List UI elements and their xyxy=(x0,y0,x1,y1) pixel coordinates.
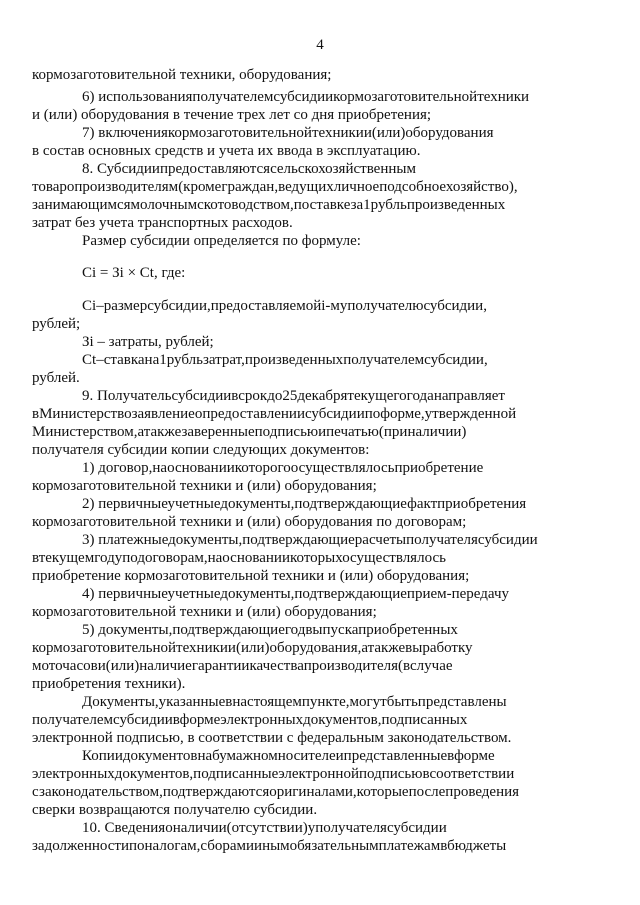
line-text xyxy=(32,639,552,657)
word: году xyxy=(94,550,123,566)
word: сверки возвращаются получателю субсидии. xyxy=(32,802,318,818)
word: пункте, xyxy=(301,694,350,710)
word: иным xyxy=(254,838,290,854)
word: документов, xyxy=(114,766,194,782)
word: техники xyxy=(176,640,228,656)
text-line xyxy=(0,603,640,621)
text-line xyxy=(0,315,640,333)
word: кормозаготовительной техники и (или) оборудования; xyxy=(32,478,377,494)
word: в xyxy=(422,766,430,782)
word: 7) включения xyxy=(82,125,168,141)
text-line xyxy=(0,66,640,84)
word: Министерство xyxy=(39,406,132,422)
word: утвержденной xyxy=(424,406,517,422)
word: Сt xyxy=(82,352,97,368)
word: представлены xyxy=(417,694,507,710)
word: соответствии xyxy=(429,766,515,782)
word: бумажном xyxy=(212,748,278,764)
line-text xyxy=(32,369,552,387)
word: Копии xyxy=(82,748,123,764)
word: могут xyxy=(349,694,387,710)
word: выпуска xyxy=(305,622,359,638)
word: документы, xyxy=(168,532,243,548)
word: 1 xyxy=(363,197,371,213)
word: 10. Сведения xyxy=(82,820,166,836)
word: с xyxy=(32,784,40,800)
word: молочным xyxy=(130,197,198,213)
word: субсидии xyxy=(477,532,538,548)
word: осуществлялось xyxy=(290,460,395,476)
word: получателя xyxy=(315,820,387,836)
text-line xyxy=(0,693,640,711)
text-line xyxy=(0,387,640,405)
text-line xyxy=(0,232,640,250)
line-text xyxy=(82,459,552,477)
word: оборудования xyxy=(405,125,494,141)
word: сборам xyxy=(200,838,247,854)
word: заявление xyxy=(131,406,195,422)
word: субсидии xyxy=(171,388,232,404)
word: по xyxy=(129,838,145,854)
word: в xyxy=(231,388,239,404)
word: подписанных xyxy=(381,712,468,728)
word: подписью xyxy=(358,766,423,782)
text-line xyxy=(0,513,640,531)
word: (или) xyxy=(371,125,406,141)
word: форме, xyxy=(380,406,425,422)
text-line xyxy=(0,106,640,124)
word: затрат без учета транспортных расходов. xyxy=(32,215,293,231)
text-line xyxy=(0,783,640,801)
word: наличии xyxy=(172,820,227,836)
word: бюджеты xyxy=(447,838,507,854)
word: наличии) xyxy=(407,424,467,440)
line-text xyxy=(32,711,552,729)
word: субсидии, xyxy=(423,298,487,314)
word: моточасов xyxy=(32,658,98,674)
text-line xyxy=(0,178,640,196)
word: на xyxy=(197,748,213,764)
word: рублей. xyxy=(32,370,80,386)
word: электронной подписью, в соответствии с федеральным законодательством. xyxy=(32,730,512,746)
word: документов xyxy=(122,748,198,764)
word: которого xyxy=(234,460,291,476)
line-text xyxy=(82,88,552,106)
word: основании xyxy=(167,460,235,476)
word: 1) договор, xyxy=(82,460,153,476)
word: кормозаготовительной xyxy=(167,125,312,141)
word: законодательством, xyxy=(39,784,163,800)
line-text xyxy=(32,549,552,567)
text-line xyxy=(0,88,640,106)
word: документы, xyxy=(220,496,295,512)
text-line xyxy=(0,214,640,232)
line-text xyxy=(32,142,552,160)
text-line xyxy=(0,837,640,855)
line-text xyxy=(82,495,552,513)
word: произведенных xyxy=(244,352,344,368)
word: ставке xyxy=(309,197,351,213)
word: (при xyxy=(378,424,408,440)
line-text xyxy=(32,837,552,855)
word: платежам xyxy=(378,838,441,854)
text-line xyxy=(0,423,640,441)
word: Размер субсидии определяется по формуле: xyxy=(82,233,361,249)
word: по xyxy=(364,406,381,422)
word: Зi – затраты, рублей; xyxy=(82,334,214,350)
word: ведущих xyxy=(278,179,334,195)
word: после xyxy=(408,784,446,800)
text-line xyxy=(0,142,640,160)
word: документы, xyxy=(220,586,295,602)
word: которых xyxy=(289,550,343,566)
line-text xyxy=(82,693,552,711)
word: печатью xyxy=(326,424,379,440)
word: получателя xyxy=(406,532,478,548)
line-text xyxy=(82,531,552,549)
text-line xyxy=(0,531,640,549)
word: у xyxy=(307,820,316,836)
word: обязательным xyxy=(289,838,379,854)
text-line xyxy=(0,819,640,837)
word: расчеты xyxy=(354,532,407,548)
word: и (или) оборудования в течение трех лет со дня приобретения; xyxy=(32,107,432,123)
word: (отсутствии) xyxy=(226,820,308,836)
word: размер xyxy=(103,298,148,314)
word: на xyxy=(152,460,168,476)
word: – xyxy=(96,352,104,368)
text-line xyxy=(0,351,640,369)
line-text xyxy=(32,423,552,441)
word: подтверждающие xyxy=(172,622,285,638)
word: документов, xyxy=(303,712,382,728)
word: в xyxy=(32,550,39,566)
word: носителе xyxy=(277,748,336,764)
word: указанные xyxy=(158,694,226,710)
word: о xyxy=(165,820,173,836)
word: на xyxy=(144,352,160,368)
word: учетные xyxy=(167,586,221,602)
word: занимающимся xyxy=(32,197,131,213)
word: гарантии xyxy=(191,658,250,674)
text-line xyxy=(0,657,640,675)
word: также xyxy=(143,424,182,440)
line-text xyxy=(82,621,552,639)
word: 2) первичные xyxy=(82,496,168,512)
text-line xyxy=(0,477,640,495)
word: качества xyxy=(249,658,304,674)
word: задолженности xyxy=(32,838,129,854)
text-line xyxy=(0,459,640,477)
word: и xyxy=(227,640,236,656)
word: в xyxy=(172,712,180,728)
word: года xyxy=(406,388,434,404)
line-text xyxy=(32,657,552,675)
word: наличие xyxy=(139,658,192,674)
word: и xyxy=(97,658,106,674)
word: затрат, xyxy=(202,352,245,368)
word: производителя xyxy=(303,658,399,674)
word: на xyxy=(207,550,223,566)
text-line xyxy=(0,405,640,423)
text-line xyxy=(0,675,640,693)
word: техники xyxy=(311,125,364,141)
word: подтверждающие xyxy=(294,496,408,512)
word: получателю xyxy=(347,298,424,314)
text-line xyxy=(0,729,640,747)
word: 9. Получатель xyxy=(82,388,172,404)
word: осуществлялось xyxy=(342,550,446,566)
word: в xyxy=(447,748,455,764)
word: кормозаготовительной техники и (или) оборудования; xyxy=(32,604,377,620)
word: ставка xyxy=(103,352,145,368)
line-text xyxy=(32,178,552,196)
word: (или) xyxy=(105,658,140,674)
line-text xyxy=(82,387,552,405)
word: скотоводством, xyxy=(197,197,294,213)
word: субсидии xyxy=(273,89,334,105)
word: 1 xyxy=(159,352,167,368)
word: i-му xyxy=(321,298,348,314)
word: год xyxy=(284,622,306,638)
word: настоящем xyxy=(232,694,302,710)
line-text xyxy=(32,441,552,459)
word: 4) первичные xyxy=(82,586,168,602)
word: электронной xyxy=(278,766,359,782)
word: подтверждаются xyxy=(162,784,270,800)
word: заверенные xyxy=(181,424,255,440)
word: кормозаготовительной xyxy=(32,640,177,656)
word: выработку xyxy=(405,640,473,656)
word: 25 xyxy=(282,388,298,404)
word: предоставляемой xyxy=(210,298,322,314)
line-text xyxy=(32,513,552,531)
text-line xyxy=(0,264,640,282)
word: а xyxy=(361,640,368,656)
word: подписанные xyxy=(193,766,279,782)
word: Документы, xyxy=(82,694,159,710)
word: текущего xyxy=(347,388,407,404)
word: в xyxy=(225,694,233,710)
word: форме xyxy=(454,748,495,764)
text-line xyxy=(0,747,640,765)
line-text xyxy=(32,106,552,124)
word: рубль xyxy=(166,352,203,368)
word: – xyxy=(96,298,104,314)
line-text xyxy=(82,351,552,369)
line-text xyxy=(82,819,552,837)
word: рублей; xyxy=(32,316,81,332)
page-number: 4 xyxy=(316,37,324,53)
word: граждан, xyxy=(221,179,279,195)
word: кормозаготовительной техники, оборудования; xyxy=(32,67,332,83)
text-line xyxy=(0,549,640,567)
word: Сi = Зi × Сt, где: xyxy=(82,265,186,281)
word: а xyxy=(137,424,144,440)
text-line xyxy=(0,196,640,214)
word: сельскохозяйственным xyxy=(270,161,416,177)
word: подтверждающие xyxy=(294,586,407,602)
word: субсидии xyxy=(304,406,365,422)
word: в xyxy=(32,406,40,422)
line-text xyxy=(82,297,552,315)
word: о xyxy=(194,406,203,422)
line-text xyxy=(82,747,552,765)
line-text xyxy=(32,783,552,801)
word: приобретенных xyxy=(358,622,458,638)
line-text xyxy=(82,160,552,178)
word: в xyxy=(440,838,448,854)
word: прием-передачу xyxy=(406,586,509,602)
word: основании xyxy=(222,550,290,566)
line-text xyxy=(82,264,552,282)
word: Сi xyxy=(82,298,97,314)
text-line xyxy=(0,333,640,351)
word: приобретение xyxy=(394,460,484,476)
word: за xyxy=(350,197,364,213)
word: договорам, xyxy=(137,550,208,566)
text-line xyxy=(0,621,640,639)
word: быть xyxy=(386,694,418,710)
word: текущем xyxy=(38,550,95,566)
text-line xyxy=(0,765,640,783)
word: рубль xyxy=(370,197,407,213)
word: приобретение кормозаготовительной техники и (или) оборудования; xyxy=(32,568,470,584)
word: предоставляются xyxy=(159,161,271,177)
word: (в xyxy=(398,658,411,674)
word: срок xyxy=(238,388,268,404)
line-text xyxy=(32,729,552,747)
line-text xyxy=(32,675,552,693)
word: (кроме xyxy=(178,179,222,195)
text-line xyxy=(0,711,640,729)
line-text xyxy=(32,315,552,333)
word: в состав основных средств и учета их ввода в эксплуатацию. xyxy=(32,143,421,159)
word: декабря xyxy=(297,388,348,404)
line-text xyxy=(32,567,552,585)
word: хозяйство), xyxy=(445,179,518,195)
word: факт xyxy=(407,496,438,512)
word: предоставлении xyxy=(202,406,305,422)
text-line xyxy=(0,297,640,315)
word: субсидии, xyxy=(424,352,488,368)
word: подписью xyxy=(254,424,319,440)
word: которые xyxy=(356,784,409,800)
word: оригиналами, xyxy=(269,784,357,800)
word: произведенных xyxy=(406,197,506,213)
word: товаропроизводителям xyxy=(32,179,179,195)
text-line xyxy=(0,639,640,657)
word: проведения xyxy=(445,784,520,800)
word: форме xyxy=(179,712,221,728)
line-text xyxy=(32,214,552,232)
word: получателем xyxy=(192,89,274,105)
word: и xyxy=(246,838,255,854)
word: (или) xyxy=(235,640,270,656)
word: направляет xyxy=(433,388,505,404)
text-line xyxy=(0,801,640,819)
word: получателем xyxy=(343,352,425,368)
word: 8. Субсидии xyxy=(82,161,160,177)
text-line xyxy=(0,124,640,142)
word: получателя субсидии копии следующих документов: xyxy=(32,442,370,458)
word: учетные xyxy=(167,496,221,512)
word: субсидии xyxy=(386,820,447,836)
word: случае xyxy=(410,658,453,674)
line-text xyxy=(32,603,552,621)
line-text xyxy=(32,801,552,819)
word: до xyxy=(267,388,283,404)
line-text xyxy=(32,66,552,84)
word: субсидии xyxy=(112,712,173,728)
text-line xyxy=(0,160,640,178)
line-text xyxy=(82,232,552,250)
word: и xyxy=(363,125,372,141)
word: также xyxy=(367,640,406,656)
line-text xyxy=(32,405,552,423)
line-text xyxy=(82,333,552,351)
word: 3) платежные xyxy=(82,532,169,548)
word: техники xyxy=(477,89,530,105)
word: Министерством, xyxy=(32,424,138,440)
word: приобретения xyxy=(437,496,527,512)
word: подсобное xyxy=(379,179,446,195)
line-text xyxy=(82,585,552,603)
text-line xyxy=(0,369,640,387)
word: представленные xyxy=(343,748,448,764)
line-text xyxy=(32,196,552,214)
word: кормозаготовительной xyxy=(333,89,478,105)
word: подтверждающие xyxy=(242,532,355,548)
word: и xyxy=(318,424,327,440)
word: 6) использования xyxy=(82,89,193,105)
word: по xyxy=(122,550,138,566)
line-text xyxy=(32,477,552,495)
line-text xyxy=(32,765,552,783)
word: кормозаготовительной техники и (или) оборудования по договорам; xyxy=(32,514,467,530)
word: оборудования, xyxy=(269,640,362,656)
word: налогам, xyxy=(144,838,201,854)
word: и xyxy=(335,748,344,764)
word: приобретения техники). xyxy=(32,676,186,692)
word: по xyxy=(293,197,310,213)
text-line xyxy=(0,567,640,585)
word: электронных xyxy=(32,766,115,782)
text-line xyxy=(0,585,640,603)
text-line xyxy=(0,495,640,513)
text-line xyxy=(0,441,640,459)
word: электронных xyxy=(220,712,304,728)
word: 5) документы, xyxy=(82,622,173,638)
word: получателем xyxy=(32,712,113,728)
word: субсидии, xyxy=(147,298,211,314)
word: личное xyxy=(333,179,380,195)
line-text xyxy=(82,124,552,142)
